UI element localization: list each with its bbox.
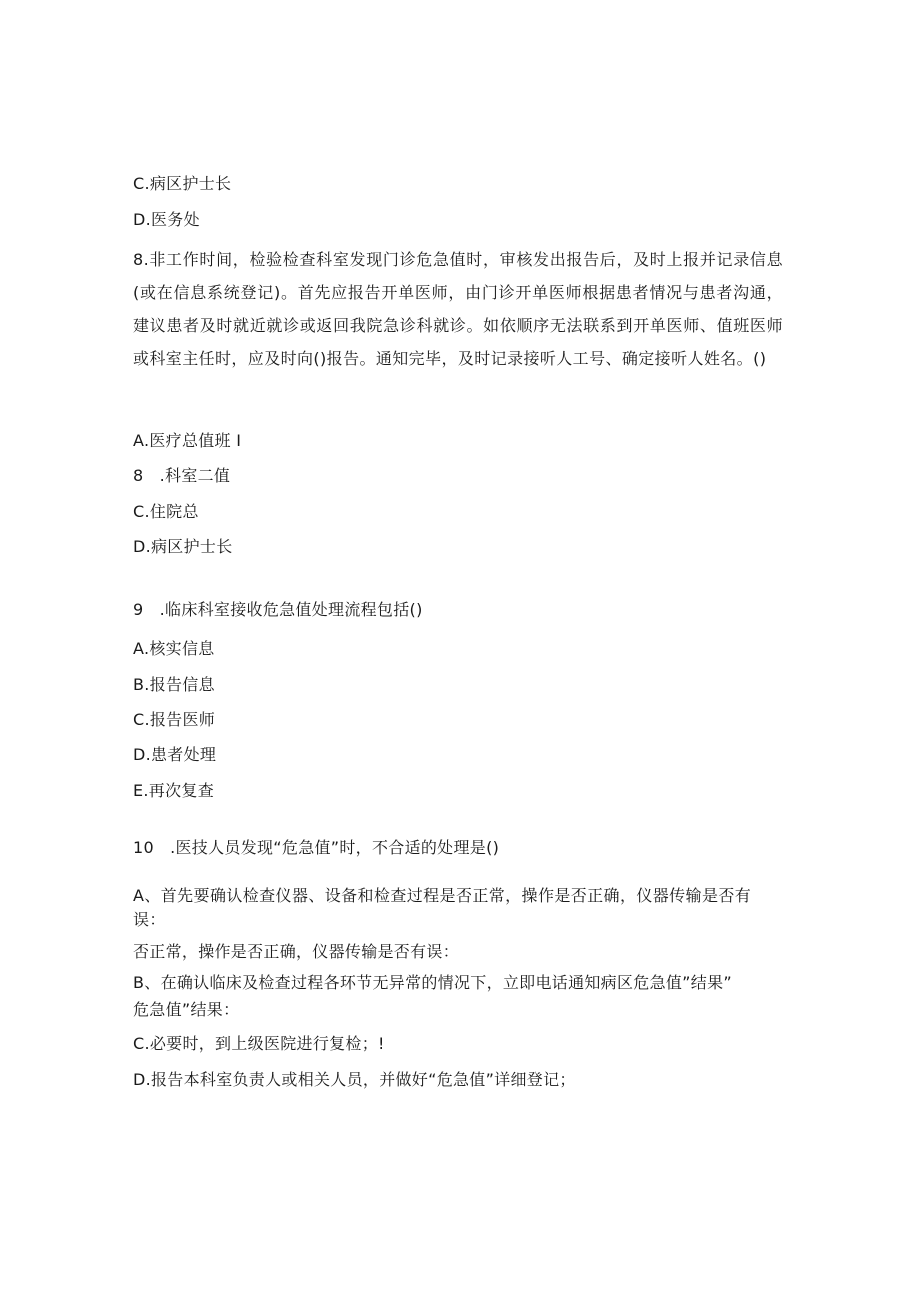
q10-option-a: A、首先要确认检查仪器、设备和检查过程是否正常，操作是否正确，仪器传输是否有误： [133,886,752,929]
q10-option-c: C.必要时，到上级医院进行复检；! [133,1034,385,1053]
q10-option-d: D.报告本科室负责人或相关人员，并做好“危急值”详细登记； [133,1070,576,1089]
q8-option-a: A.医疗总值班 I [133,431,242,450]
q8-stem: 8.非工作时间，检验检查科室发现门诊危急值时，审核发出报告后，及时上报并记录信息(或在信息系统登记)。首先应报告开单医师，由门诊开单医师根据患者情况与患者沟通，建议患者及时就近就诊或返回我院急诊科就诊。如依顺序无法联系到开单医师、值班医师或科室主任时，应及时向()报告。通知完毕，及时记录接听人工号、确定接听人姓名。() [133,250,783,368]
q8-option-b: 8 .科室二值 [133,466,231,485]
q7-option-d: D.医务处 [133,210,200,229]
q8-option-c: C.住院总 [133,502,199,521]
q9-stem: 9 .临床科室接收危急值处理流程包括() [133,600,423,619]
q9-option-d: D.患者处理 [133,745,217,764]
q8-option-d: D.病区护士长 [133,537,233,556]
q9-option-a: A.核实信息 [133,639,215,658]
q10-option-b-line1: B、在确认临床及检查过程各环节无异常的情况下，立即电话通知病区危急值”结果” [133,973,732,992]
q9-option-e: E.再次复查 [133,781,214,800]
q7-option-c: C.病区护士长 [133,174,232,193]
q9-option-c: C.报告医师 [133,710,216,729]
q10-option-b-line2: 危急值”结果： [133,1000,240,1019]
q10-option-a-repeat: 否正常，操作是否正确，仪器传输是否有误： [133,942,460,961]
q9-option-b: B.报告信息 [133,675,215,694]
q10-stem: 10 .医技人员发现“危急值”时，不合适的处理是() [133,838,500,857]
